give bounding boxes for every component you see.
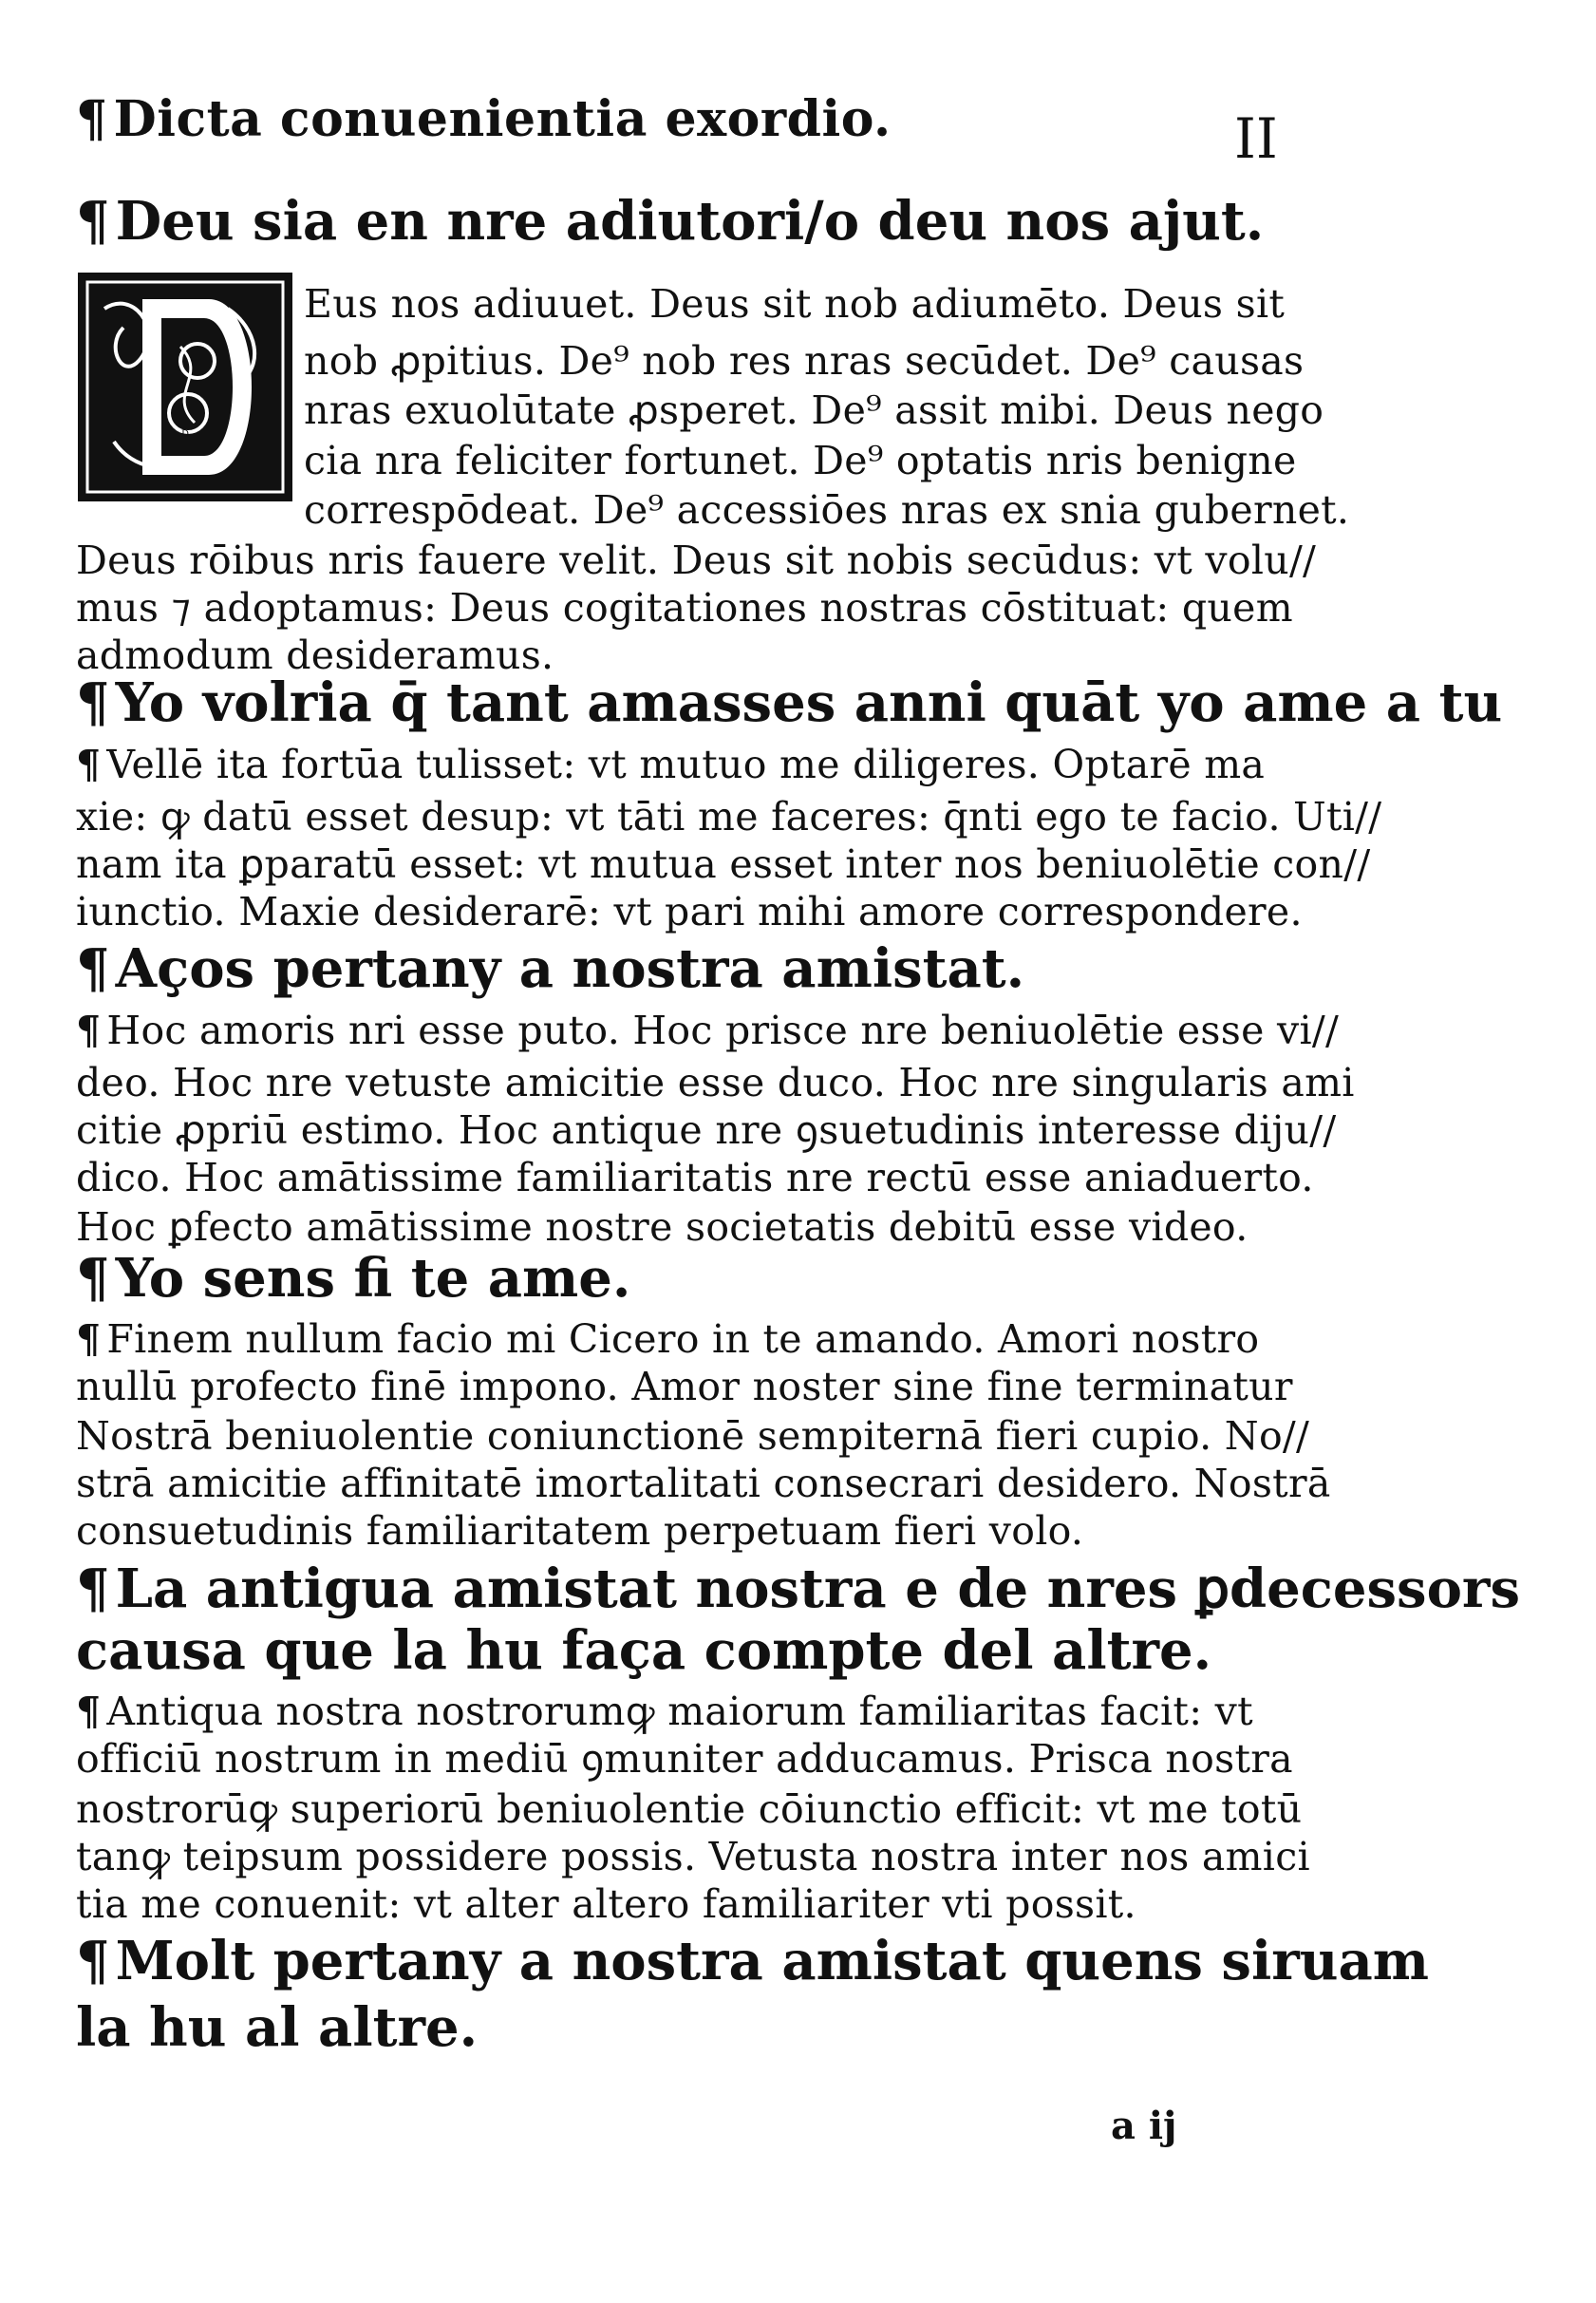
line-text: Yo sens fi te ame. xyxy=(115,1247,631,1310)
line-text: Eus nos adiuuet. Deus sit nob adiumēto. Deus sit xyxy=(304,281,1286,327)
text-line xyxy=(76,1155,1314,1200)
text-line xyxy=(76,841,1371,887)
line-text: admodum desideramus. xyxy=(76,632,554,678)
line-text: Aços pertany a nostra amistat. xyxy=(115,937,1025,1000)
line-text: la hu al altre. xyxy=(76,1996,479,2059)
text-line xyxy=(76,1508,1084,1554)
line-text: Finem nullum facio mi Cicero in te amando. Amori nostro xyxy=(106,1316,1260,1362)
line-text: Nostrā beniuolentie coniunctionē sempiternā fieri cupio. No// xyxy=(76,1413,1310,1459)
line-text: mus ⁊ adoptamus: Deus cogitationes nostras cōstituat: quem xyxy=(76,585,1293,631)
text-line xyxy=(76,1364,1293,1409)
text-line xyxy=(76,889,1303,934)
text-line xyxy=(76,632,554,678)
text-line xyxy=(76,585,1293,631)
line-text: Deus rōibus nris fauere velit. Deus sit nobis secūdus: vt volu// xyxy=(76,538,1317,583)
heading-line xyxy=(76,1557,1520,1620)
line-text: tanꝙ teipsum possidere possis. Vetusta nostra inter nos amici xyxy=(76,1834,1310,1879)
line-text: iunctio. Maxie desiderarē: vt pari mihi amore correspondere. xyxy=(76,889,1303,934)
line-text: nras exuolūtate ꝓsperet. De⁹ assit mibi. Deus nego xyxy=(304,387,1324,433)
heading-line xyxy=(76,90,892,148)
text-line xyxy=(76,742,1266,787)
pilcrow-icon: ¶ xyxy=(76,190,110,253)
line-text: Dicta conuenientia exordio. xyxy=(113,90,892,148)
line-text: Yo volria q̄ tant amasses anni quāt yo ame a tu xyxy=(115,671,1503,734)
svg-text:D: D xyxy=(180,429,190,440)
pilcrow-icon: ¶ xyxy=(76,937,110,1000)
line-text: causa que la hu faça compte del altre. xyxy=(76,1619,1212,1682)
text-line xyxy=(76,1008,1340,1053)
heading-line xyxy=(76,1247,631,1310)
line-text: consuetudinis familiaritatem perpetuam fieri volo. xyxy=(76,1508,1084,1554)
text-line xyxy=(76,1316,1260,1362)
text-line xyxy=(76,1413,1310,1459)
heading-line xyxy=(76,937,1025,1000)
pilcrow-icon: ¶ xyxy=(76,1557,110,1620)
pilcrow-icon: ¶ xyxy=(76,1008,102,1053)
pilcrow-icon: ¶ xyxy=(76,742,102,787)
pilcrow-icon: ¶ xyxy=(76,1247,110,1310)
text-line xyxy=(76,538,1317,583)
folio-number: II xyxy=(1234,106,1278,171)
line-text: strā amicitie affinitatē imortalitati consecrari desidero. Nostrā xyxy=(76,1461,1331,1506)
text-line xyxy=(76,1736,1293,1782)
text-line xyxy=(76,1204,1249,1250)
pilcrow-icon: ¶ xyxy=(76,1316,102,1362)
line-text: nostrorūꝙ superiorū beniuolentie cōiunctio efficit: vt me totū xyxy=(76,1786,1303,1832)
pilcrow-icon: ¶ xyxy=(76,1689,102,1734)
line-text: dico. Hoc amātissime familiaritatis nre rectū esse aniaduerto. xyxy=(76,1155,1314,1200)
text-line xyxy=(76,1107,1337,1153)
pilcrow-icon: ¶ xyxy=(76,1930,110,1992)
heading-line xyxy=(76,1996,479,2059)
text-line xyxy=(76,1786,1303,1832)
line-text: Hoc ꝑfecto amātissime nostre societatis debitū esse video. xyxy=(76,1204,1249,1250)
heading-line xyxy=(76,190,1265,253)
line-text: tia me conuenit: vt alter altero familiariter vti possit. xyxy=(76,1881,1136,1927)
line-text: Antiqua nostra nostrorumꝙ maiorum familiaritas facit: vt xyxy=(106,1689,1253,1734)
text-line xyxy=(76,1689,1253,1734)
text-line xyxy=(304,438,1297,483)
line-text: Vellē ita fortūa tulisset: vt mutuo me diligeres. Optarē ma xyxy=(106,742,1266,787)
line-text: La antigua amistat nostra e de nres ꝑdecessors xyxy=(115,1557,1520,1620)
text-line xyxy=(304,338,1305,384)
text-line xyxy=(304,387,1324,433)
pilcrow-icon: ¶ xyxy=(76,671,110,734)
text-line xyxy=(304,281,1286,327)
pilcrow-icon: ¶ xyxy=(76,90,108,148)
text-line xyxy=(76,1834,1310,1879)
line-text: Hoc amoris nri esse puto. Hoc prisce nre beniuolētie esse vi// xyxy=(106,1008,1340,1053)
line-text: Molt pertany a nostra amistat quens siruam xyxy=(115,1930,1429,1992)
signature-mark: a ij xyxy=(1111,2104,1177,2148)
heading-line xyxy=(76,1619,1212,1682)
line-text: citie ꝓpriū estimo. Hoc antique nre ꝯsuetudinis interesse diju// xyxy=(76,1107,1337,1153)
text-line xyxy=(304,487,1350,533)
text-line xyxy=(76,1060,1355,1105)
text-line xyxy=(76,1881,1136,1927)
line-text: cia nra feliciter fortunet. De⁹ optatis nris benigne xyxy=(304,438,1297,483)
line-text: nam ita ꝑparatū esset: vt mutua esset inter nos beniuolētie con// xyxy=(76,841,1371,887)
heading-line xyxy=(76,1930,1429,1992)
heading-line xyxy=(76,671,1503,734)
line-text: officiū nostrum in mediū ꝯmuniter adducamus. Prisca nostra xyxy=(76,1736,1293,1782)
line-text: nob ꝓpitius. De⁹ nob res nras secūdet. De⁹ causas xyxy=(304,338,1305,384)
line-text: xie: ꝙ datū esset desup: vt tāti me faceres: q̄nti ego te facio. Uti// xyxy=(76,794,1382,840)
decorated-initial-icon xyxy=(76,271,294,503)
line-text: correspōdeat. De⁹ accessiōes nras ex snia gubernet. xyxy=(304,487,1350,533)
line-text: nullū profecto finē impono. Amor noster sine fine terminatur xyxy=(76,1364,1293,1409)
line-text: deo. Hoc nre vetuste amicitie esse duco. Hoc nre singularis ami xyxy=(76,1060,1355,1105)
text-line xyxy=(76,794,1382,840)
text-line xyxy=(76,1461,1331,1506)
line-text: Deu sia en nre adiutori/o deu nos ajut. xyxy=(115,190,1265,253)
